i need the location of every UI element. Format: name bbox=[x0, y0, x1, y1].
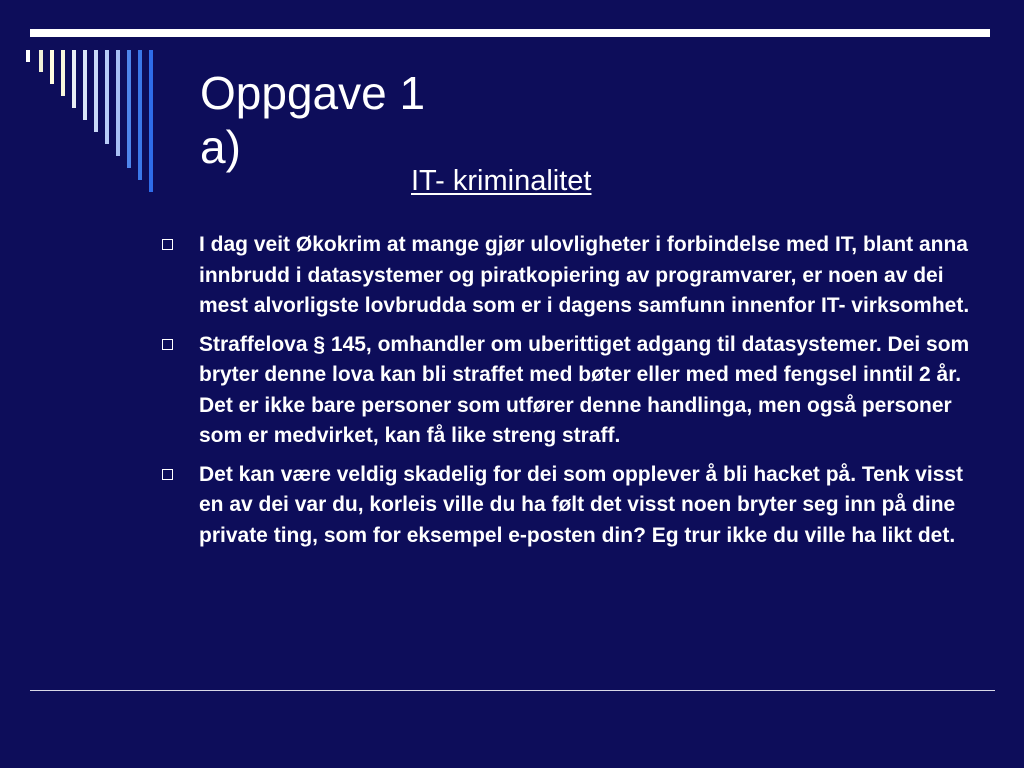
slide-subtitle: IT- kriminalitet bbox=[411, 165, 592, 197]
bottom-rule bbox=[30, 690, 995, 691]
decorative-bar bbox=[138, 50, 142, 180]
decorative-bar bbox=[26, 50, 30, 62]
decorative-bar bbox=[105, 50, 109, 144]
decorative-bar bbox=[149, 50, 153, 192]
decorative-bar bbox=[127, 50, 131, 168]
decorative-bar bbox=[61, 50, 65, 96]
bullet-list bbox=[160, 230, 990, 559]
decorative-bar bbox=[50, 50, 54, 84]
bullet-text: Det kan være veldig skadelig for dei som opplever å bli hacket på. Tenk visst en av dei var du, korleis ville du ha følt det visst noen bryter seg inn på dine private ting, som for eksempel e-posten din? Eg trur ikke du ville ha likt det. bbox=[199, 462, 964, 547]
square-bullet-icon bbox=[162, 239, 173, 250]
bullet-item bbox=[160, 460, 990, 552]
bullet-item bbox=[160, 330, 990, 452]
bullet-item bbox=[160, 230, 990, 322]
square-bullet-icon bbox=[162, 469, 173, 480]
bullet-text: Straffelova § 145, omhandler om uberittiget adgang til datasystemer. Dei som bryter denne lova kan bli straffet med bøter eller med med fengsel inntil 2 år. Det er ikke bare personer som utfører denne handlinga, men også personer som er medvirket, kan få like streng straff. bbox=[199, 332, 970, 447]
decorative-bar bbox=[116, 50, 120, 156]
decorative-bar bbox=[94, 50, 98, 132]
decorative-bars bbox=[0, 0, 170, 210]
decorative-bar bbox=[72, 50, 76, 108]
top-rule bbox=[30, 29, 990, 37]
decorative-bar bbox=[83, 50, 87, 120]
slide-title: Oppgave 1 a) bbox=[200, 67, 426, 173]
decorative-bar bbox=[39, 50, 43, 72]
bullet-text: I dag veit Økokrim at mange gjør ulovligheter i forbindelse med IT, blant anna innbrudd i datasystemer og piratkopiering av programvarer, er noen av dei mest alvorligste lovbrudda som er i dagens samfunn innenfor IT- virksomhet. bbox=[199, 233, 970, 317]
square-bullet-icon bbox=[162, 339, 173, 350]
